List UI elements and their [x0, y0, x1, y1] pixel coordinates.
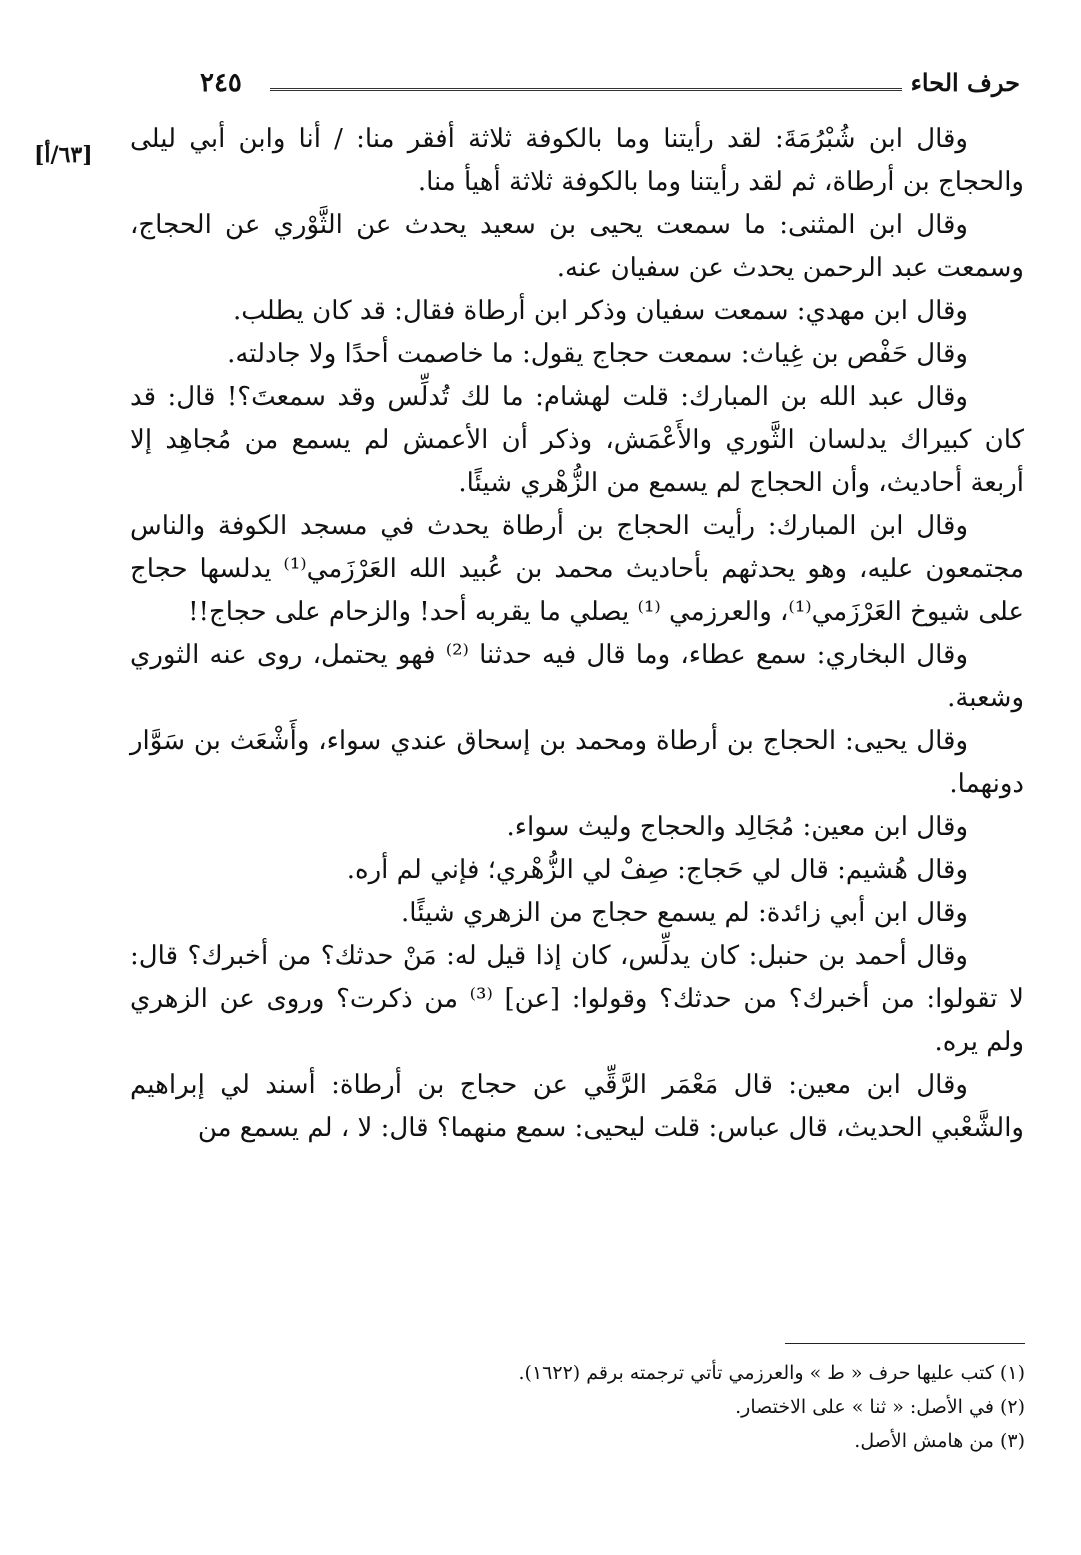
paragraph: وقال هُشيم: قال لي حَجاج: صِفْ لي الزُّهْري؛ فإني لم أره. — [346, 855, 968, 885]
footnote: (٢) في الأصل: « ثنا » على الاختصار. — [735, 1396, 1025, 1418]
paragraph: وقال ابن المثنى: ما سمعت يحيى بن سعيد يحدث عن الثَّوْري عن الحجاج، وسمعت عبد الرحمن يحدث عن سفيان عنه. — [130, 210, 1024, 283]
margin-reference: [٦٣/أ] — [34, 142, 93, 168]
paragraph: وقال ابن مهدي: سمعت سفيان وذكر ابن أرطاة فقال: قد كان يطلب. — [232, 296, 968, 326]
paragraph: وقال عبد الله بن المبارك: قلت لهشام: ما لك تُدلِّس وقد سمعتَ؟! قال: قد كان كبيراك يدلسان الثَّوري والأَعْمَش، وذكر أن الأعمش لم يسمع من مُجاهِد إلا أربعة أحاديث، وأن الحجاج لم يسمع من الزُّهْري شيئًا. — [130, 382, 1024, 498]
paragraph: وقال حَفْص بن غِياث: سمعت حجاج يقول: ما خاصمت أحدًا ولا جادلته. — [227, 339, 968, 369]
paragraph: وقال أحمد بن حنبل: كان يدلِّس، كان إذا قيل له: مَنْ حدثك؟ من أخبرك؟ قال: لا تقولوا: من أخبرك؟ من حدثك؟ وقولوا: [عن] ⁽³⁾ من ذكرت؟ وروى عن الزهري ولم يره. — [130, 941, 1024, 1057]
paragraph: وقال يحيى: الحجاج بن أرطاة ومحمد بن إسحاق عندي سواء، وأَشْعَث بن سَوَّار دونهما. — [130, 726, 1024, 799]
page-number: ٢٤٥ — [200, 68, 242, 98]
paragraph: وقال ابن المبارك: رأيت الحجاج بن أرطاة يحدث في مسجد الكوفة والناس مجتمعون عليه، وهو يحدثهم بأحاديث محمد بن عُبيد الله العَرْزَمي⁽¹⁾ يدلسها حجاج على شيوخ العَرْزَمي⁽¹⁾، والعرزمي ⁽¹⁾ يصلي ما يقربه أحد! والزحام على حجاج!! — [130, 511, 1024, 627]
running-title: حرف الحاء — [910, 68, 1020, 97]
paragraph: وقال البخاري: سمع عطاء، وما قال فيه حدثنا ⁽²⁾ فهو يحتمل، روى عنه الثوري وشعبة. — [130, 640, 1024, 713]
footnotes — [130, 1356, 1025, 1458]
paragraph: وقال ابن معين: قال مَعْمَر الرَّقِّي عن حجاج بن أرطاة: أسند لي إبراهيم والشَّعْبي الحديث، قال عباس: قلت ليحيى: سمع منهما؟ قال: لا ، لم يسمع من — [130, 1070, 1024, 1143]
footnote-separator — [785, 1343, 1025, 1344]
page-header — [200, 68, 1020, 108]
footnote: (١) كتب عليها حرف « ط » والعرزمي تأتي ترجمته برقم (١٦٢٢). — [518, 1362, 1025, 1384]
footnote: (٣) من هامش الأصل. — [854, 1430, 1025, 1452]
paragraph: وقال ابن معين: مُجَالِد والحجاج وليث سواء. — [506, 812, 968, 842]
paragraph: وقال ابن شُبْرُمَةَ: لقد رأيتنا وما بالكوفة ثلاثة أفقر منا: / أنا وابن أبي ليلى والحجاج بن أرطاة، ثم لقد رأيتنا وما بالكوفة ثلاثة أهيأ منا. — [130, 124, 1024, 197]
paragraph: وقال ابن أبي زائدة: لم يسمع حجاج من الزهري شيئًا. — [401, 898, 968, 928]
main-text — [130, 118, 1024, 1150]
header-rule — [270, 88, 902, 91]
